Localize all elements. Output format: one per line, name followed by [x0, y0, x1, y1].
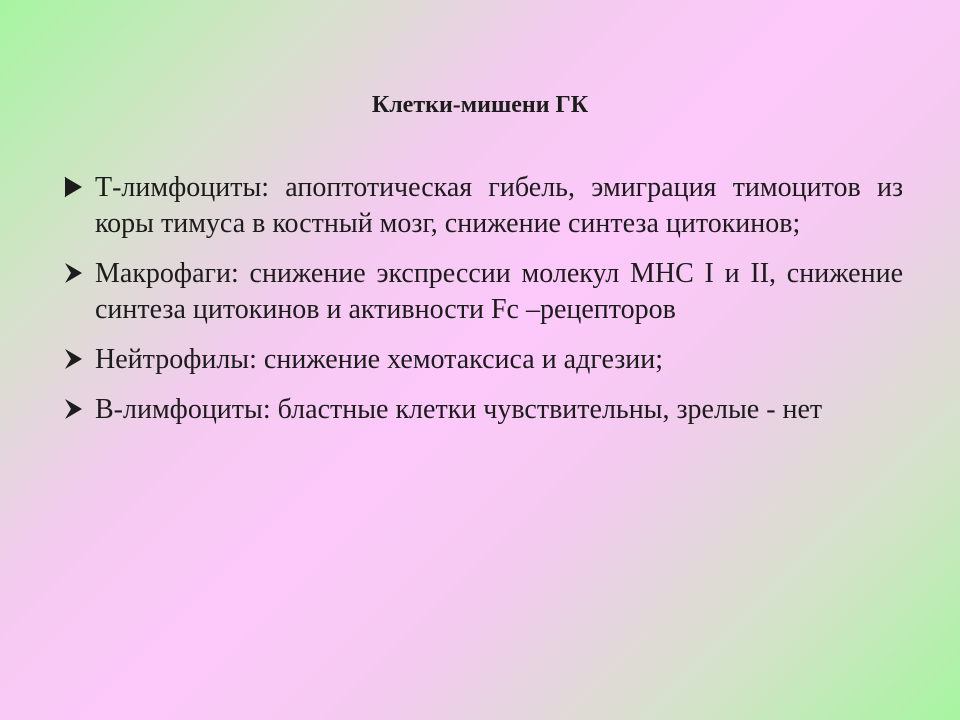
- bullet-text: В-лимфоциты: бластные клетки чувствительны, зрелые - нет: [95, 394, 823, 425]
- slide-title: Клетки-мишени ГК: [371, 92, 589, 118]
- bullet-text: Нейтрофилы: снижение хемотаксиса и адгезии;: [95, 344, 664, 375]
- bullet-list: [58, 170, 903, 442]
- arrowhead-bullet-icon: [62, 170, 84, 206]
- bullet-item-t-lymphocytes: [58, 170, 903, 242]
- arrowhead-bullet-icon: [62, 392, 84, 428]
- bullet-item-neutrophils: [58, 342, 903, 378]
- bullet-text: Макрофаги: снижение экспрессии молекул MHC I и II, снижение синтеза цитокинов и активности Fc –рецепторов: [95, 258, 903, 325]
- bullet-item-b-lymphocytes: [58, 392, 903, 428]
- arrowhead-bullet-icon: [62, 256, 84, 292]
- bullet-text: Т-лимфоциты: апоптотическая гибель, эмиграция тимоцитов из коры тимуса в костный мозг, снижение синтеза цитокинов;: [95, 172, 903, 239]
- bullet-item-macrophages: [58, 256, 903, 328]
- arrowhead-bullet-icon: [62, 342, 84, 378]
